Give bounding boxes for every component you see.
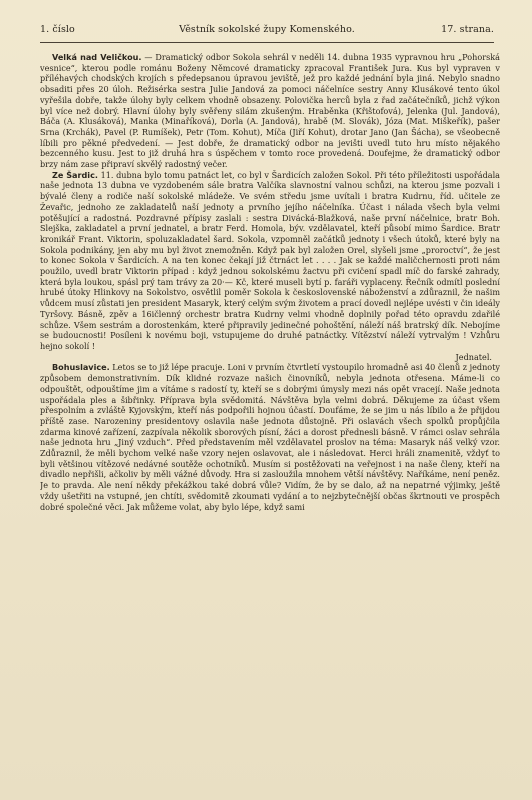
journal-title: Věstník sokolské župy Komenského. <box>179 24 355 35</box>
article-body <box>40 52 500 792</box>
article-velka-nad-velickou <box>40 52 500 170</box>
article-signature: Jednatel. <box>455 351 492 362</box>
article-heading: Ze Šardic. <box>52 169 98 180</box>
article-heading: Bohuslavice. <box>52 362 110 373</box>
article-ze-sardic <box>40 170 500 363</box>
page-number: 17. strana. <box>441 24 494 35</box>
running-header <box>40 18 494 43</box>
article-bohuslavice <box>40 362 500 512</box>
article-text: Letos se to již lépe pracuje. Loni v prvním čtvrtletí vystoupilo hromadně asi 40 členů z jednoty způsobem demonstrativním. Dík klidné rozvaze našich činovníků, nebyla jednota otřesena. Máme-li co odpouštět, odpouštíme jim a vítáme s radostí ty, kteří se s dobrými úmysly mezi nás opět vracejí. Naše jednota uspořádala ples a šibřinky. Příprava byla svědomitá. Návštěva byla velmi dobrá. Děkujeme za účast všem přespolním a zvláště Kyjovským, kteří nás podpořili hojnou účastí. Doufáme, že se jim u nás líbilo a že přijdou příště zase. Narozeniny presidentovy oslavila naše jednota důstojně. Při oslavách všech spolků propůjčila zdarma kinové zařízení, zazpívala několik sborových písní, žáci a dorost přednesli básně. V rámci oslav sehrála naše jednota hru „Jiný vzduch“. Před představením měl vzdělavatel proslov na téma: Masaryk náš velký vzor. Zdůraznil, že měli bychom velké naše vzory nejen oslavovat, ale i následovat. Herci hráli znamenitě, vždyť to byli většinou vítězové nedávné soutěže ochotníků. Musím si postěžovati na veřejnost i na naše členy, kteří na divadlo nepřišli, ačkoliv by měli vážné důvody. Hra si zasloužila mnohem větší návštěvy. Naříkáme, není peněz. Je to pravda. Ale není někdy překážkou také dobrá vůle? Vidím, že by se dalo, až na nepatrné výjimky, ještě vždy ušetřiti na vstupné, jen chtíti, svědomitě zkoumati vydání a to nejzbytečnější občas škrtnouti ve prospěch dobré společné věci. Jak můžeme volat, aby bylo lépe, když sami <box>40 362 500 512</box>
article-text: 11. dubna bylo tomu patnáct let, co byl v Šardicích založen Sokol. Při této příležitosti uspořádala naše jednota 13 dubna ve vyzdobeném sále bratra Valčíka slavnostní valnou schůzi, na kterou jsme pozvali i bývalé členy a rodiče naší sokolské mládeže. Ve svém středu jsme uvítali i bratra Kudrnu, říd. učitele ze Ževařic, jednoho ze zakladatelů naší jednoty a prvního jejího náčelníka. Účast i nálada všech byla velmi potěšující a radostná. Pozdravné přípisy zaslali : sestra Divácká-Blažková, naše první náčelnice, bratr Boh. Slejška, zakladatel a první jednatel, a bratr Ferd. Homola, býv. vzdělavatel, kteří působí mimo Šardice. Bratr kronikář Frant. Viktorin, spoluzakladatel šard. Sokola, vzpomněl začátků jednoty i všech útoků, které byly na Sokola podnikány, jen aby mu byl život znemožněn. Když pak byl založen Orel, slyšeli jsme „proroctví“, že jest to konec Sokola v Šardicích. A na ten konec čekají již čtrnáct let . . . . Jak se každé maličchernosti proti nám použilo, uvedl bratr Viktorin případ : když jednou sokolskému žactvu při cvičení spadl míč do farské zahrady, která byla loukou, spásl prý tam trávy za 20·— Kč, které museli bytí p. faráři vyplaceny. Řečník odmítl poslední hrubé útoky Hlinkovy na Sokolstvo, osvětlil poměr Sokola k československé náboženství a zdůraznil, že našim vůdcem musí zůstati jen president Masaryk, který celým svým životem a prací dovedl nejlépe uvésti v čin ideály Tyršovy. Básně, zpěv a 16ičlenný orchestr bratra Kudrny velmi vhodně doplnily pořad této opravdu zdařilé schůze. Všem sestrám a dorostenkám, které připravily jedinečné pohoštění, náleží náš bratrský dík. Nebojíme se budoucnosti! Posíleni k novému boji, vstupujeme do druhé patnáctky. Vítězství náleží vytrvalým ! Vzhůru hejno sokolí ! <box>40 169 500 351</box>
article-heading: Velká nad Veličkou. <box>52 52 142 62</box>
issue-number: 1. číslo <box>40 24 75 35</box>
article-text: — Dramatický odbor Sokola sehrál v neděli 14. dubna 1935 vypravnou hru „Pohorská vesnice“, kterou podle románu Boženy Němcové dramaticky zpracoval František Jura. Kus byl vypraven v příléhavých chodských krojích s předepsanou úpravou jeviště, jež pro každé jednání byla jiná. Nebylo snadno obsaditi přes 20 úloh. Režisérka sestra Julie Jandová za pomoci náčelníce sestry Anny Klusákové tento úkol vyřešila dobře, takže úlohy byly celkem vhodně obsazeny. Polovička herců byla z řad začátečníků, jichž výkon byl více než dobrý. Hlavní úlohy byly svěřeny silám zkušeným. Hraběnka (Křištofová), Jelenka (Jul. Jandová), Báča (A. Klusáková), Manka (Minaříková), Dorla (A. Jandová), hrabě (M. Slovák), Józa (Mat. Miškeřík), pašer Srna (Krchák), Pavel (P. Rumíšek), Petr (Tom. Kohut), Míča (Jiří Kohut), drotar Jano (Jan Šácha), se všeobecně líbili pro pěkné předvedení. — Jest dobře, že dramatický odbor na jevišti uvedl tuto hru místo nějakého bezcenného kusu. Jest to již druhá hra s úspěchem v tomto roce provedená. Doufejme, že dramatický odbor brzy nám zase připraví skvělý radostný večer. <box>40 52 500 170</box>
